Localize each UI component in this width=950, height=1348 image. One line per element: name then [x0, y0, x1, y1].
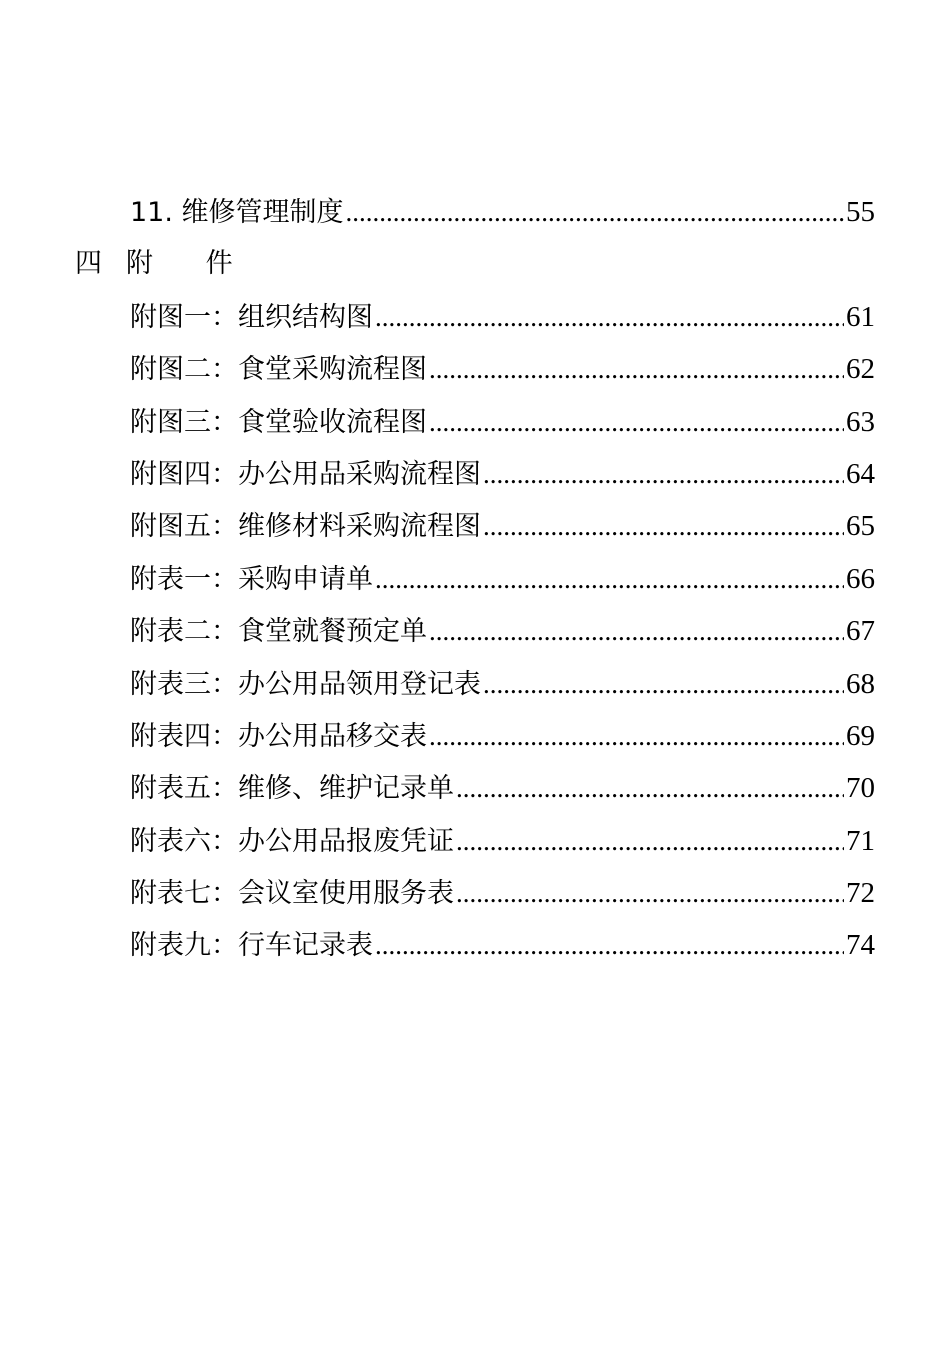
toc-entry-title: 附表一：采购申请单 — [130, 563, 373, 595]
toc-entry-title: 附图四：办公用品采购流程图 — [130, 458, 481, 490]
toc-page-number: 68 — [846, 667, 875, 700]
toc-entry[interactable] — [0, 396, 950, 448]
toc-dot-leader — [375, 919, 844, 971]
toc-dot-leader — [375, 291, 844, 343]
toc-dot-leader — [456, 762, 844, 814]
toc-entry-title: 11. 维修管理制度 — [130, 197, 344, 228]
toc-page-number: 70 — [846, 772, 875, 805]
table-of-contents — [0, 186, 950, 972]
toc-entry-title: 附表六：办公用品报废凭证 — [130, 825, 454, 857]
toc-entry[interactable] — [0, 291, 950, 343]
toc-page-number: 62 — [846, 353, 875, 386]
toc-entry-title: 附表四：办公用品移交表 — [130, 720, 427, 752]
toc-entry-title: 附表五：维修、维护记录单 — [130, 773, 454, 805]
toc-entry-title: 附图二：食堂采购流程图 — [130, 354, 427, 386]
toc-page-number: 71 — [846, 824, 875, 857]
toc-dot-leader — [483, 500, 844, 552]
section-number: 四 — [75, 248, 106, 280]
toc-dot-leader — [483, 448, 844, 500]
toc-dot-leader — [429, 710, 844, 762]
toc-dot-leader — [375, 553, 844, 605]
toc-entry-title: 附表三：办公用品领用登记表 — [130, 668, 481, 700]
toc-dot-leader — [429, 343, 844, 395]
toc-entry[interactable] — [0, 867, 950, 919]
toc-entry[interactable] — [0, 919, 950, 971]
toc-page-number: 64 — [846, 457, 875, 490]
toc-entry[interactable] — [0, 343, 950, 395]
toc-entry[interactable] — [0, 710, 950, 762]
toc-page-number: 74 — [846, 929, 875, 962]
toc-entry-title: 附表九：行车记录表 — [130, 930, 373, 962]
toc-entry[interactable] — [0, 658, 950, 710]
toc-entry[interactable] — [0, 553, 950, 605]
toc-page-number: 66 — [846, 562, 875, 595]
toc-entry-title: 附图三：食堂验收流程图 — [130, 406, 427, 438]
toc-dot-leader — [429, 396, 844, 448]
toc-entry[interactable] — [0, 815, 950, 867]
toc-page-number: 55 — [846, 196, 875, 228]
toc-dot-leader — [456, 815, 844, 867]
toc-entry[interactable] — [0, 448, 950, 500]
toc-entry-maintenance-policy[interactable] — [0, 186, 950, 238]
toc-entry-title: 附图五：维修材料采购流程图 — [130, 511, 481, 543]
toc-section-heading-attachments — [0, 238, 950, 290]
toc-dot-leader — [429, 605, 844, 657]
toc-dot-leader — [456, 867, 844, 919]
toc-page-number: 67 — [846, 615, 875, 648]
toc-entry-title: 附图一：组织结构图 — [130, 301, 373, 333]
toc-dot-leader — [483, 658, 844, 710]
toc-entry-title: 附表二：食堂就餐预定单 — [130, 616, 427, 648]
toc-entry-title: 附表七：会议室使用服务表 — [130, 878, 454, 910]
toc-page-number: 61 — [846, 300, 875, 333]
toc-page-number: 65 — [846, 510, 875, 543]
toc-page-number: 72 — [846, 877, 875, 910]
toc-entry[interactable] — [0, 605, 950, 657]
toc-page-number: 69 — [846, 719, 875, 752]
section-label: 附 件 — [126, 248, 255, 280]
toc-dot-leader — [346, 186, 844, 238]
toc-entry[interactable] — [0, 500, 950, 552]
toc-page-number: 63 — [846, 405, 875, 438]
toc-entry[interactable] — [0, 762, 950, 814]
